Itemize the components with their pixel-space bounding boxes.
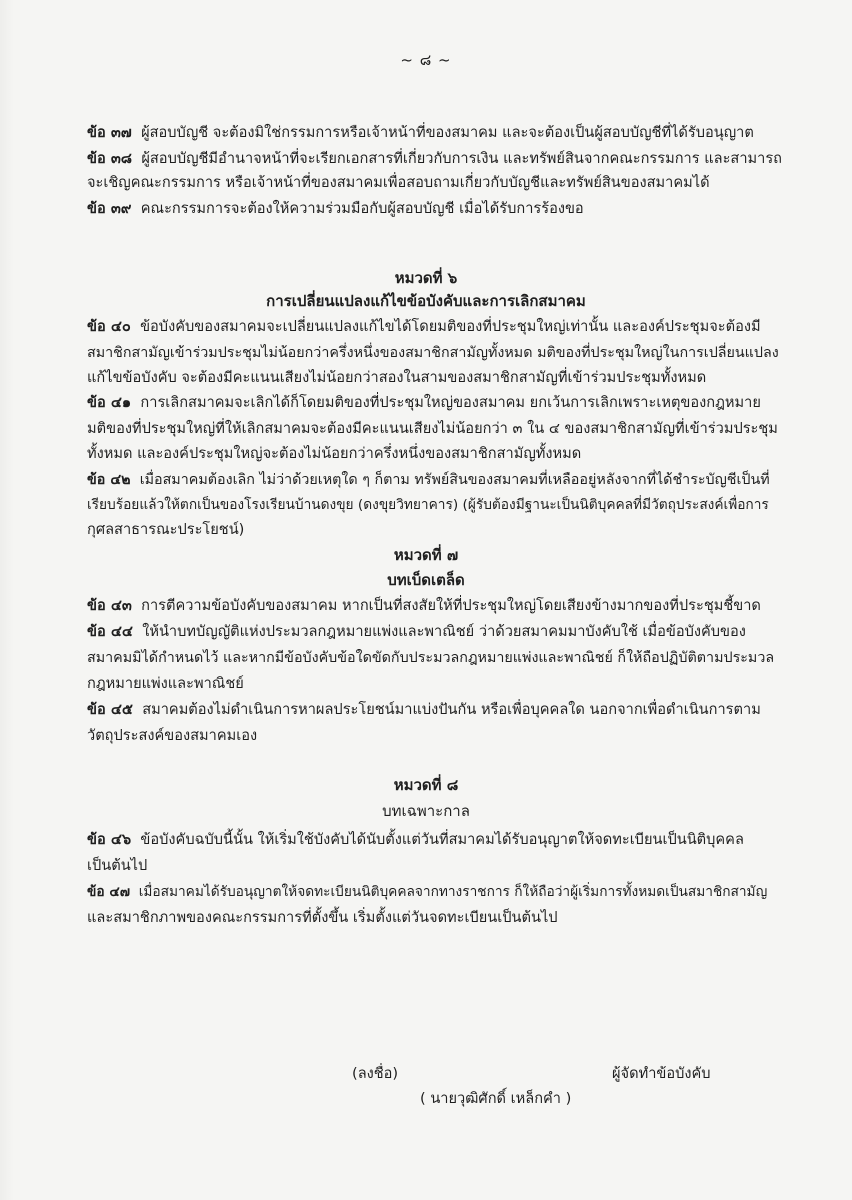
clause-44-cont-2 — [87, 675, 244, 693]
clause-40-cont-1 — [87, 344, 779, 362]
chapter-8-subtitle: บทเฉพาะกาล — [382, 802, 470, 820]
clause-label: ข้อ ๓๘ — [87, 150, 133, 167]
signature-role: ผู้จัดทำข้อบังคับ — [612, 1065, 711, 1082]
clause-text: และสมาชิกภาพของคณะกรรมการที่ตั้งขึ้น เริ่มตั้งแต่วันจดทะเบียนเป็นต้นไป — [87, 909, 558, 926]
clause-42-cont-1 — [87, 496, 769, 514]
clause-46 — [87, 831, 744, 849]
clause-text: ข้อบังคับของสมาคมจะเปลี่ยนแปลงแก้ไขได้โดยมติของที่ประชุมใหญ่เท่านั้น และองค์ประชุมจะต้องมี — [140, 318, 761, 335]
clause-45-cont — [87, 727, 257, 745]
clause-text: เมื่อสมาคมต้องเลิก ไม่ว่าด้วยเหตุใด ๆ ก็ตาม ทรัพย์สินของสมาคมที่เหลืออยู่หลังจากที่ได้ชำระบัญชีเป็นที่ — [139, 472, 770, 488]
clause-44-cont-1 — [87, 649, 774, 667]
clause-label: ข้อ ๔๑ — [87, 394, 132, 411]
clause-text: สมาชิกสามัญเข้าร่วมประชุมไม่น้อยกว่าครึ่งหนึ่งของสมาชิกสามัญทั้งหมด มติของที่ประชุมใหญ่ในการเปลี่ยนแปลง — [87, 345, 779, 361]
chapter-7-title: หมวดที่ ๗ — [393, 546, 459, 564]
clause-text: กฎหมายแพ่งและพาณิชย์ — [87, 675, 244, 692]
clause-41-cont-1 — [87, 420, 778, 438]
clause-text: ผู้สอบบัญชีมีอำนาจหน้าที่จะเรียกเอกสารที่เกี่ยวกับการเงิน และทรัพย์สินจากคณะกรรมการ และสามารถ — [141, 150, 783, 167]
signature-name: ( นายวุฒิศักดิ์ เหล็กคำ ) — [420, 1090, 572, 1107]
clause-45 — [87, 701, 761, 719]
clause-40 — [87, 318, 761, 336]
chapter-6-title: หมวดที่ ๖ — [394, 269, 458, 287]
signature-label: (ลงชื่อ) — [352, 1065, 399, 1082]
clause-label: ข้อ ๔๕ — [87, 701, 133, 718]
page-number: ~ ๘ ~ — [400, 51, 452, 69]
clause-text: มติของที่ประชุมใหญ่ที่ให้เลิกสมาคมจะต้องมีคะแนนเสียงไม่น้อยกว่า ๓ ใน ๔ ของสมาชิกสามัญที่เข้าร่วมประชุม — [87, 420, 778, 437]
clause-47 — [87, 883, 767, 901]
clause-44 — [87, 623, 746, 641]
clause-38-cont — [87, 174, 710, 192]
clause-38 — [87, 150, 782, 168]
clause-47-cont — [87, 909, 558, 927]
clause-label: ข้อ ๔๐ — [87, 318, 131, 335]
clause-46-cont — [87, 857, 147, 875]
clause-text: ทั้งหมด และองค์ประชุมใหญ่จะต้องไม่น้อยกว่าครึ่งหนึ่งของสมาชิกสามัญทั้งหมด — [87, 445, 582, 462]
clause-43 — [87, 597, 761, 615]
clause-label: ข้อ ๔๖ — [87, 831, 132, 848]
clause-text: ให้นำบทบัญญัติแห่งประมวลกฎหมายแพ่งและพาณิชย์ ว่าด้วยสมาคมมาบังคับใช้ เมื่อข้อบังคับของ — [142, 623, 746, 640]
clause-text: การตีความข้อบังคับของสมาคม หากเป็นที่สงสัยให้ที่ประชุมใหญ่โดยเสียงข้างมากของที่ประชุมชี้ขาด — [141, 597, 761, 614]
clause-label: ข้อ ๓๗ — [87, 124, 132, 141]
clause-42-cont-2 — [87, 521, 244, 539]
clause-text: สมาคมต้องไม่ดำเนินการหาผลประโยชน์มาแบ่งปันกัน หรือเพื่อบุคคลใด นอกจากเพื่อดำเนินการตาม — [142, 701, 761, 718]
clause-40-cont-2 — [87, 369, 706, 387]
clause-42 — [87, 471, 770, 489]
chapter-7-subtitle: บทเบ็ดเตล็ด — [387, 571, 465, 589]
clause-label: ข้อ ๔๓ — [87, 597, 132, 614]
chapter-8-title: หมวดที่ ๘ — [393, 776, 459, 794]
clause-41-cont-2 — [87, 445, 581, 463]
clause-text: แก้ไขข้อบังคับ จะต้องมีคะแนนเสียงไม่น้อยกว่าสองในสามของสมาชิกสามัญที่เข้าร่วมประชุมทั้งหมด — [87, 369, 707, 386]
clause-label: ข้อ ๔๔ — [87, 623, 133, 640]
clause-37 — [87, 124, 754, 142]
clause-text: เมื่อสมาคมได้รับอนุญาตให้จดทะเบียนนิติบุคคลจากทางราชการ ก็ให้ถือว่าผู้เริ่มการทั้งหมดเป็นสมาชิกสามัญ — [138, 884, 768, 900]
clause-text: วัตถุประสงค์ของสมาคมเอง — [87, 727, 258, 744]
clause-text: สมาคมมิได้กำหนดไว้ และหากมีข้อบังคับข้อใดขัดกับประมวลกฎหมายแพ่งและพาณิชย์ ก็ให้ถือปฏิบัติตามประมวล — [87, 650, 775, 666]
clause-41 — [87, 394, 761, 412]
clause-label: ข้อ ๔๒ — [87, 472, 131, 488]
clause-text: ผู้สอบบัญชี จะต้องมิใช่กรรมการหรือเจ้าหน้าที่ของสมาคม และจะต้องเป็นผู้สอบบัญชีที่ได้รับอนุญาต — [141, 124, 754, 141]
chapter-6-subtitle: การเปลี่ยนแปลงแก้ไขข้อบังคับและการเลิกสมาคม — [266, 292, 586, 310]
clause-label: ข้อ ๔๗ — [87, 884, 130, 900]
clause-label: ข้อ ๓๙ — [87, 200, 132, 217]
clause-text: เป็นต้นไป — [87, 857, 148, 874]
clause-text: เรียบร้อยแล้วให้ตกเป็นของโรงเรียนบ้านดงขุย (ดงขุยวิทยาคาร) (ผู้รับต้องมีฐานะเป็นนิติบุคคลที่มีวัตถุประสงค์เพื่อการ — [87, 497, 769, 513]
clause-text: คณะกรรมการจะต้องให้ความร่วมมือกับผู้สอบบัญชี เมื่อได้รับการร้องขอ — [140, 200, 584, 217]
clause-text: กุศลสาธารณะประโยชน์) — [87, 521, 245, 538]
clause-text: จะเชิญคณะกรรมการ หรือเจ้าหน้าที่ของสมาคมเพื่อสอบถามเกี่ยวกับบัญชีและทรัพย์สินของสมาคมได้ — [87, 174, 710, 191]
clause-39 — [87, 200, 584, 218]
clause-text: การเลิกสมาคมจะเลิกได้ก็โดยมติของที่ประชุมใหญ่ของสมาคม ยกเว้นการเลิกเพราะเหตุของกฎหมาย — [140, 394, 761, 411]
clause-text: ข้อบังคับฉบับนี้นั้น ให้เริ่มใช้บังคับได้นับตั้งแต่วันที่สมาคมได้รับอนุญาตให้จดทะเบียนเป็นนิติบุคคล — [140, 831, 744, 848]
